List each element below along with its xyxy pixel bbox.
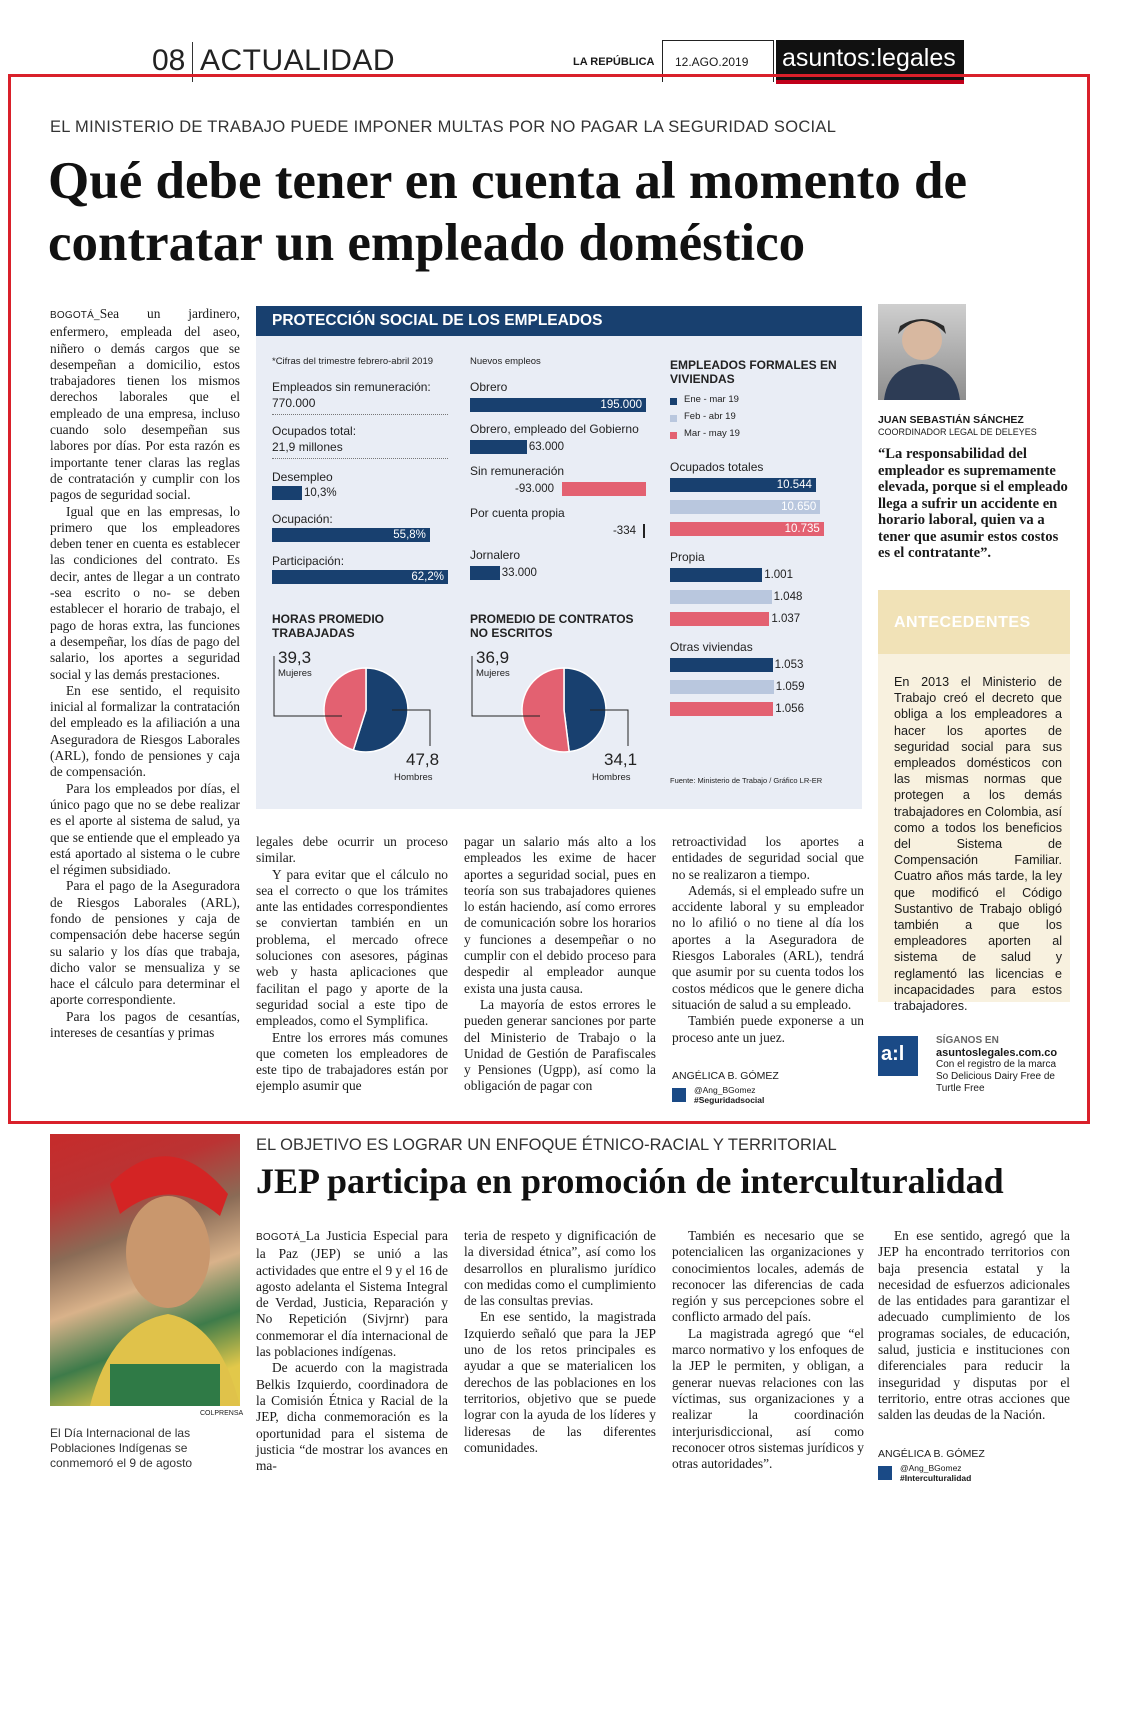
hours-women-label: Mujeres bbox=[278, 668, 312, 679]
formal-value: 1.048 bbox=[773, 591, 803, 603]
second-column-4 bbox=[878, 1228, 1070, 1424]
paragraph: De acuerdo con la magistrada Belkis Izquierdo, coordinadora de la Comisión Étnica y Racial de la JEP, dicha conmemoración es la oportunidad para el sistema de justicia “de mostrar los avances en ma- bbox=[256, 1360, 448, 1474]
paragraph: También puede exponerse a un proceso ante un juez. bbox=[672, 1013, 864, 1045]
job-value: 63.000 bbox=[528, 441, 565, 453]
author-handle[interactable]: @Ang_BGomez bbox=[694, 1085, 756, 1095]
article-column-1 bbox=[50, 306, 240, 1041]
group-label: Propia bbox=[670, 550, 705, 564]
antecedentes-title: ANTECEDENTES bbox=[878, 590, 1070, 654]
paragraph: pagar un salario más alto a los empleados les exime de hacer aportes a seguridad social, pues en teoría son sus trabajadores quienes lo están haciendo, así como errores de comunicación sobre los horarios y funciones a desempeñar o no cumplir con el debido proceso para despedir al empleador aunque exista una justa causa. bbox=[464, 834, 656, 996]
legend-swatch bbox=[670, 432, 677, 439]
quote-name: JUAN SEBASTIÁN SÁNCHEZ bbox=[878, 414, 1024, 426]
stat-label: Empleados sin remuneración: bbox=[272, 380, 431, 394]
second-column-3 bbox=[672, 1228, 864, 1472]
job-bar bbox=[562, 482, 646, 496]
legend-label: Mar - may 19 bbox=[684, 428, 740, 439]
follow-site[interactable]: asuntoslegales.com.co bbox=[936, 1047, 1058, 1059]
quote-role: COORDINADOR LEGAL DE DELEYES bbox=[878, 427, 1037, 437]
second-author-signature bbox=[878, 1448, 985, 1483]
stat-label: Participación: bbox=[272, 554, 345, 568]
legend-label: Ene - mar 19 bbox=[684, 394, 739, 405]
photo-credit: COLPRENSA bbox=[200, 1410, 244, 1417]
paragraph: Para el pago de la Aseguradora de Riesgos Laborales (ARL), fondo de pensiones y caja de compensación debe hacerse según su salario y los días que trabaja, dicho valor se mensualiza y se hace el cálculo para determinar el aporte correspondiente. bbox=[50, 878, 240, 1008]
follow-line: So Delicious Dairy Free de bbox=[936, 1071, 1055, 1082]
paragraph: La Justicia Especial para la Paz (JEP) se unió a las actividades que entre el 9 y el 16 de agosto adelanta el Sistema Integral de Verdad, Justicia, Reparación y No Repetición (Sivjrnr) para conmemorar el día internacional de las poblaciones indígenas. bbox=[256, 1228, 448, 1360]
paragraph: La mayoría de estos errores le pueden generar sanciones por parte del Ministerio de Trabajo o la Unidad de Gestión de Parafiscales y Pensiones (Ugpp), así como la obligación de pagar con bbox=[464, 996, 656, 1094]
percent-value: 10,3% bbox=[304, 487, 337, 499]
paragraph: legales debe ocurrir un proceso similar. bbox=[256, 834, 448, 866]
paragraph: En ese sentido, el requisito inicial al formalizar la contratación del empleado es la afiliación a una Aseguradora de Riesgos Laborales (ARL), fondo de pensiones y caja de compensación. bbox=[50, 682, 240, 780]
pie-slice-women bbox=[522, 668, 569, 752]
paragraph: Igual que en las empresas, lo primero que los empleadores deben tener en cuenta es establecer las condiciones del contrato. Es decir, antes de llegar a un contrato -sea escrito o no- se deben establecer el horario de trabajo, el pago de horas extra, las funciones a desempeñar, los días de pago del salario, los aportes a seguridad social y las demás prestaciones. bbox=[50, 503, 240, 682]
contracts-title: PROMEDIO DE CONTRATOS NO ESCRITOS bbox=[470, 612, 634, 640]
article-column-4 bbox=[672, 834, 864, 1046]
author-hashtag[interactable]: #Interculturalidad bbox=[900, 1473, 972, 1483]
formal-value: 10.544 bbox=[776, 479, 812, 491]
author-handle[interactable]: @Ang_BGomez bbox=[900, 1463, 962, 1473]
brand-logo: asuntos:legales bbox=[776, 40, 964, 80]
formal-bar bbox=[670, 568, 762, 582]
page-number: 08 bbox=[152, 44, 186, 77]
second-column-1 bbox=[256, 1228, 448, 1474]
second-article-kicker: EL OBJETIVO ES LOGRAR UN ENFOQUE ÉTNICO-RACIAL Y TERRITORIAL bbox=[256, 1136, 837, 1154]
paragraph: La magistrada agregó que “el marco normativo y los enfoques de la JEP le permiten, y obligan, a generar nuevas relaciones con las víctimas, sus organizaciones y a realizar la coordinación interjurisdiccional, así como reconocer otros sistemas jurídicos y otras autoridades”. bbox=[672, 1325, 864, 1472]
job-type-label: Sin remuneración bbox=[470, 464, 565, 478]
second-column-2 bbox=[464, 1228, 656, 1456]
job-type-label: Por cuenta propia bbox=[470, 506, 565, 520]
dateline: BOGOTÁ_ bbox=[256, 1232, 306, 1243]
paragraph: En ese sentido, la magistrada Izquierdo señaló que para la JEP uno de los retos principales es ayudar a que se materialicen los derechos de las poblaciones en los territorios, objetivo que se puede lograr con la ayuda de los líderes y lideresas de las diferentes comunidades. bbox=[464, 1309, 656, 1455]
legend-swatch bbox=[670, 415, 677, 422]
photo-caption: El Día Internacional de las Poblaciones Indígenas se conmemoró el 9 de agosto bbox=[50, 1426, 193, 1470]
job-bar bbox=[470, 440, 527, 454]
follow-box bbox=[936, 1035, 1057, 1095]
formal-value: 1.001 bbox=[764, 569, 793, 581]
hours-men-value: 47,8 bbox=[406, 750, 440, 769]
group-label: Ocupados totales bbox=[670, 460, 764, 474]
percent-bar bbox=[272, 486, 302, 500]
formal-value: 1.056 bbox=[775, 703, 804, 715]
infographic-note: *Cifras del trimestre febrero-abril 2019 bbox=[272, 356, 434, 367]
issue-date: 12.AGO.2019 bbox=[662, 40, 774, 82]
dateline: BOGOTÁ_ bbox=[50, 310, 100, 321]
article-column-3 bbox=[464, 834, 656, 1095]
author-photo bbox=[878, 304, 966, 400]
formal-value: 1.053 bbox=[774, 659, 804, 671]
formal-bar bbox=[670, 658, 773, 672]
formal-title: EMPLEADOS FORMALES EN VIVIENDAS bbox=[670, 358, 837, 386]
paragraph: En ese sentido, agregó que la JEP ha encontrado territorios con baja presencia estatal y la necesidad de esfuerzos adicionales de las entidades para garantizar el adecuado cumplimiento de los programas sociales, de educación, salud, justicia e instituciones con diferenciales para reducir la inseguridad y disputas por el territorio, entre otras acciones que salden las deudas de la Nación. bbox=[878, 1228, 1070, 1423]
infographic-title: PROTECCIÓN SOCIAL DE LOS EMPLEADOS bbox=[256, 306, 862, 336]
job-value: 33.000 bbox=[501, 567, 537, 579]
stat-label: Ocupación: bbox=[272, 512, 333, 526]
paragraph: Para los pagos de cesantías, intereses de cesantías y primas bbox=[50, 1008, 240, 1041]
author-hashtag[interactable]: #Seguridadsocial bbox=[694, 1095, 765, 1105]
hours-title: HORAS PROMEDIO TRABAJADAS bbox=[272, 612, 385, 640]
new-jobs-label: Nuevos empleos bbox=[470, 356, 541, 367]
person-silhouette-icon bbox=[878, 304, 966, 400]
social-icon bbox=[878, 1466, 892, 1480]
job-type-label: Jornalero bbox=[470, 548, 521, 562]
formal-value: 10.735 bbox=[784, 523, 820, 535]
follow-line: Turtle Free bbox=[936, 1083, 985, 1094]
legend-label: Feb - abr 19 bbox=[684, 411, 736, 422]
job-type-label: Obrero bbox=[470, 380, 508, 394]
contracts-men-value: 34,1 bbox=[604, 750, 638, 769]
percent-value: 55,8% bbox=[393, 529, 426, 541]
paragraph: Y para evitar que el cálculo no sea el correcto o que los trámites ante las entidades correspondientes se conviertan también en un problema, el mercado ofrece soluciones con asesores, páginas web y hasta aplicaciones que facilitan el pago y aporte de la seguridad social a este tipo de empleados, como el Symplifica. bbox=[256, 866, 448, 1029]
job-bar bbox=[470, 566, 500, 580]
author-name: ANGÉLICA B. GÓMEZ bbox=[878, 1448, 985, 1460]
author-signature bbox=[672, 1070, 779, 1105]
formal-bar bbox=[670, 702, 773, 716]
infographic bbox=[256, 306, 862, 809]
percent-value: 62,2% bbox=[411, 571, 444, 583]
stat-value: 770.000 bbox=[272, 396, 448, 415]
formal-value: 1.037 bbox=[771, 613, 801, 625]
formal-bar bbox=[670, 680, 774, 694]
job-bar bbox=[643, 524, 645, 538]
job-value: -334 bbox=[612, 525, 636, 537]
article-headline: Qué debe tener en cuenta al momento de contratar un empleado doméstico bbox=[48, 152, 968, 272]
section-title: ACTUALIDAD bbox=[200, 44, 396, 77]
group-label: Otras viviendas bbox=[670, 640, 753, 654]
formal-bar bbox=[670, 612, 769, 626]
follow-line: Con el registro de la marca bbox=[936, 1059, 1057, 1070]
stat-label: Desempleo bbox=[272, 470, 333, 484]
paragraph: Entre los errores más comunes que cometen los empleadores de este tipo de trabajadores están por ejemplo asumir que bbox=[256, 1029, 448, 1094]
formal-bar bbox=[670, 590, 772, 604]
stat-value: 21,9 millones bbox=[272, 440, 448, 459]
job-value: -93.000 bbox=[515, 483, 555, 495]
second-article-headline: JEP participa en promoción de interculturalidad bbox=[256, 1161, 1004, 1201]
author-name: ANGÉLICA B. GÓMEZ bbox=[672, 1070, 779, 1082]
paragraph: También es necesario que se potencialicen las organizaciones y conocimientos locales, además de reconocer las diferencias de cada región y sus percepciones sobre el conflicto armado del país. bbox=[672, 1228, 864, 1325]
photo-illustration-icon bbox=[50, 1134, 240, 1406]
paragraph: Además, si el empleado sufre un accidente laboral y su empleador no lo afilió o no tiene al día los aportes a la Aseguradora de Riesgos Laborales (ARL), tendrá que asumir por su cuenta todos los costos médicos que le genere dicha situación de salud a su empleado. bbox=[672, 882, 864, 1012]
paragraph: Sea un jardinero, enfermero, empleada del aseo, niñero o demás cargos que se desempeñan a domicilio, estos trabajadores tienen los mismos derechos laborales que el empleado de una empresa, incluso cuando solo desempeñan sus labores por días. Por esta razón es importante tener claras las reglas de contratación y cumplir con los pagos de seguridad social. bbox=[50, 306, 240, 503]
hours-men-label: Hombres bbox=[394, 772, 433, 783]
contracts-women-label: Mujeres bbox=[476, 668, 510, 679]
contracts-men-label: Hombres bbox=[592, 772, 631, 783]
job-value: 195.000 bbox=[600, 399, 642, 411]
paragraph: Para los empleados por días, el único pago que no se debe realizar es el aporte al sistema de salud, ya que se entiende que el empleado ya está aportado al sistema o le cubre el régimen subsidiado. bbox=[50, 780, 240, 878]
asuntos-legales-logo: a:l bbox=[878, 1036, 918, 1076]
job-type-label: Obrero, empleado del Gobierno bbox=[470, 422, 639, 436]
antecedentes-text: En 2013 el Ministerio de Trabajo creó el decreto que obliga a los empleadores a hacer los aportes de seguridad social para sus empleados domésticos con las mismas normas que protegen a los demás trabajadores en Colombia, así como a todos los beneficios del Sistema de Compensación Familiar. Cuatro años más tarde, la ley que modificó el Código Sustantivo de Trabajo obligó también a que los empleadores aporten al sistema de salud y reglamentó las licencias e incapacidades para estos trabajadores. bbox=[894, 675, 1063, 1014]
social-icon bbox=[672, 1088, 686, 1102]
pull-quote: “La responsabilidad del empleador es supremamente elevada, porque si el empleado llega a sufrir un accidente en horario laboral, quien va a tener que asumir estos costos es el contratante”. bbox=[878, 446, 1068, 561]
paragraph: retroactividad los aportes a entidades de seguridad social que no se realizaron a tiempo. bbox=[672, 834, 864, 882]
stat-label: Ocupados total: bbox=[272, 424, 357, 438]
article-kicker: EL MINISTERIO DE TRABAJO PUEDE IMPONER MULTAS POR NO PAGAR LA SEGURIDAD SOCIAL bbox=[50, 118, 837, 136]
article-column-2 bbox=[256, 834, 448, 1095]
formal-value: 10.650 bbox=[781, 501, 817, 513]
paragraph: teria de respeto y dignificación de la diversidad étnica”, así como los desarrollos en pluralismo jurídico con medidas como el cumplimiento de las consultas previas. bbox=[464, 1228, 656, 1309]
formal-value: 1.059 bbox=[775, 681, 805, 693]
indigenous-woman-photo bbox=[50, 1134, 240, 1406]
antecedentes-box bbox=[878, 590, 1070, 1014]
newspaper-name: LA REPÚBLICA bbox=[573, 56, 655, 68]
infographic-source: Fuente: Ministerio de Trabajo / Gráfico LR-ER bbox=[670, 776, 823, 785]
follow-title: SÍGANOS EN bbox=[936, 1035, 999, 1046]
contracts-women-value: 36,9 bbox=[476, 648, 510, 667]
legend-swatch bbox=[670, 398, 677, 405]
hours-women-value: 39,3 bbox=[278, 648, 312, 667]
